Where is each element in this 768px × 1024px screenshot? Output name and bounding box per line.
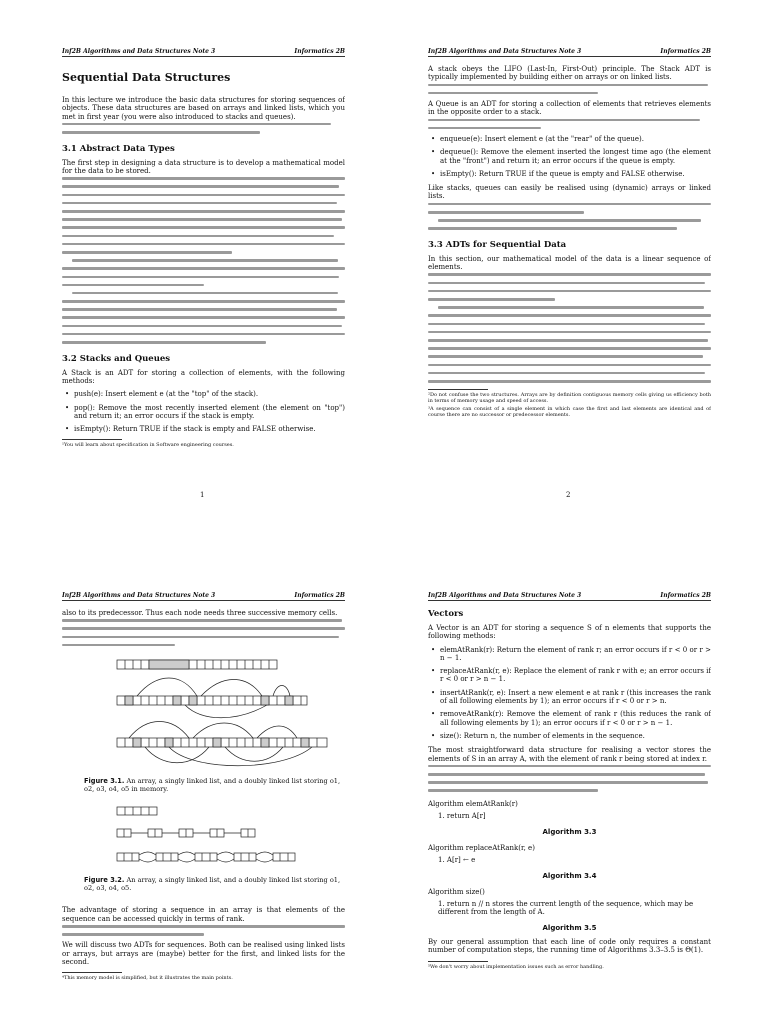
sequential-lines [428,273,711,382]
document-title: Sequential Data Structures [62,71,231,84]
algorithm-title: Algorithm size() [428,888,485,897]
predecessor-lines [62,619,345,646]
predecessor-paragraph: also to its predecessor. Thus each node needs three successive memory cells. [62,609,338,617]
footnote: ²Do not confuse the two structures. Arrays are by definition contiguous memory cells giving us efficiency both in terms of memory usage and speed of access. [428,391,711,404]
page-header [62,592,345,601]
footnote: ³A sequence can consist of a single element in which case the first and last elements are identical and of course there are no successor or predecessor elements. [428,405,711,418]
algorithm-line: 1. return n // n stores the current length of the sequence, which may be different from the length of A. [438,900,694,917]
header-left: Inf2B Algorithms and Data Structures Note 3 [428,592,582,599]
queue-lines [428,119,711,130]
list-item: • removeAtRank(r): Remove the element of rank r (this reduces the rank of all following elements by 1); an error occurs if r < 0 or r > n − 1. [440,710,711,727]
list-item: • push(e): Insert element e (at the "top" of the stack). [74,390,345,398]
list-item: • isEmpty(): Return TRUE if the queue is empty and FALSE otherwise. [440,170,711,178]
advantage-lines [62,925,345,936]
section-3-3-heading: 3.3 ADTs for Sequential Data [428,239,567,250]
adt-paragraph: The first step in designing a data structure is to develop a mathematical model for the data to be stored. [62,158,345,175]
vector-methods-list [428,646,711,741]
intro-lines [62,123,345,134]
memory-diagram [62,652,345,774]
stack-lifo-paragraph: A stack obeys the LIFO (Last-In, First-Out) principle. The Stack ADT is typically implemented by building either on arrays or on linked lists. [428,65,711,82]
stack-lines [428,84,711,95]
list-item: • size(): Return n, the number of elements in the sequence. [440,732,711,740]
algorithm-caption: Algorithm 3.5 [542,924,597,933]
header-right: Informatics 2B [660,48,711,55]
queues-arrays-paragraph: Like stacks, queues can easily be realised using (dynamic) arrays or linked lists. [428,184,711,201]
section-3-1-heading: 3.1 Abstract Data Types [62,143,175,154]
page-3 [62,592,345,1024]
stack-methods-list [62,390,345,433]
adt-lines [62,177,345,343]
sequential-paragraph: In this section, our mathematical model of the data is a linear sequence of elements. [428,254,711,272]
footnote: ⁴This memory model is simplified, but it illustrates the main points. [62,975,233,982]
impl-lines [428,765,711,792]
figure-text: An array, a singly linked list, and a doubly linked list storing o1, o2, o3, o4, o5 in memory. [84,777,341,793]
header-right: Informatics 2B [294,592,345,599]
intro-paragraph: In this lecture we introduce the basic data structures for storing sequences of objects. These data structures are based on arrays and linked lists, which you met in first year (you were also introduced to stacks and queues). [62,96,345,121]
algorithm-line: 1. return A[r] [438,812,486,821]
page-header [428,592,711,601]
page-header [428,48,711,57]
algorithm-title: Algorithm elemAtRank(r) [428,800,518,809]
stack-intro: A Stack is an ADT for storing a collection of elements, with the following methods: [62,368,345,385]
header-left: Inf2B Algorithms and Data Structures Note 3 [62,48,216,55]
page-2 [428,48,711,508]
queues-lines [428,203,711,230]
list-item: • replaceAtRank(r, e): Replace the element of rank r with e; an error occurs if r < 0 or r > n − 1. [440,667,711,684]
list-item: • insertAtRank(r, e): Insert a new element e at rank r (this increases the rank of all following elements by 1); an error occurs if r < 0 or r > n. [440,689,711,706]
footnote: ¹You will learn about specification in Software engineering courses. [62,442,234,449]
header-right: Informatics 2B [660,592,711,599]
algorithm-caption: Algorithm 3.4 [542,872,597,881]
list-item: • dequeue(): Remove the element inserted the longest time ago (the element at the "front") and return it; an error occurs if the queue is empty. [440,148,711,165]
header-right: Informatics 2B [294,48,345,55]
figure-3-1-caption [84,778,345,793]
list-item: • enqueue(e): Insert element e (at the "rear" of the queue). [440,135,711,143]
closing-paragraph: By our general assumption that each line of code only requires a constant number of computation steps, the running time of Algorithms 3.3–3.5 is Θ(1). [428,938,711,955]
header-left: Inf2B Algorithms and Data Structures Note 3 [62,592,216,599]
algorithm-line: 1. A[r] ← e [438,856,476,865]
list-item: • isEmpty(): Return TRUE if the stack is empty and FALSE otherwise. [74,425,345,433]
queue-paragraph: A Queue is an ADT for storing a collection of elements that retrieves elements in the opposite order to a stack. [428,99,711,117]
page-1 [62,48,345,508]
footnote: ⁵We don't worry about implementation issues such as error handling. [428,963,604,970]
figure-3-2-caption [84,877,345,892]
header-left: Inf2B Algorithms and Data Structures Note 3 [428,48,582,55]
vector-impl-paragraph: The most straightforward data structure for realising a vector stores the elements of S in an array A, with the element of rank r being stored at index r. [428,746,711,763]
page-header [62,48,345,57]
vectors-heading: Vectors [428,609,464,619]
algorithm-caption: Algorithm 3.3 [542,828,597,837]
footnote-rule [428,961,488,962]
footnote-rule [62,439,122,440]
algorithm-title: Algorithm replaceAtRank(r, e) [428,844,535,853]
abstract-list-diagram [62,803,345,873]
section-3-2-heading: 3.2 Stacks and Queues [62,353,171,364]
footnote-rule [428,389,488,390]
two-adts-paragraph: We will discuss two ADTs for sequences. Both can be realised using linked lists or arrays, but arrays are (maybe) better for the first, and linked lists for the second. [62,941,345,966]
figure-label: Figure 3.1. [84,777,125,786]
page-4 [428,592,711,1024]
page-number: 1 [200,491,205,499]
queue-methods-list [428,135,711,178]
array-advantage-paragraph: The advantage of storing a sequence in an array is that elements of the sequence can be accessed quickly in terms of rank. [62,906,345,923]
list-item: • pop(): Remove the most recently inserted element (the element on "top") and return it; an error occurs if the stack is empty. [74,404,345,421]
vector-intro: A Vector is an ADT for storing a sequence S of n elements that supports the following methods: [428,624,711,641]
footnote-rule [62,972,122,973]
figure-text: An array, a singly linked list, and a doubly linked list storing o1, o2, o3, o4, o5. [84,876,341,892]
page-number: 2 [566,491,571,499]
list-item: • elemAtRank(r): Return the element of rank r; an error occurs if r < 0 or r > n − 1. [440,646,711,663]
figure-label: Figure 3.2. [84,876,125,885]
